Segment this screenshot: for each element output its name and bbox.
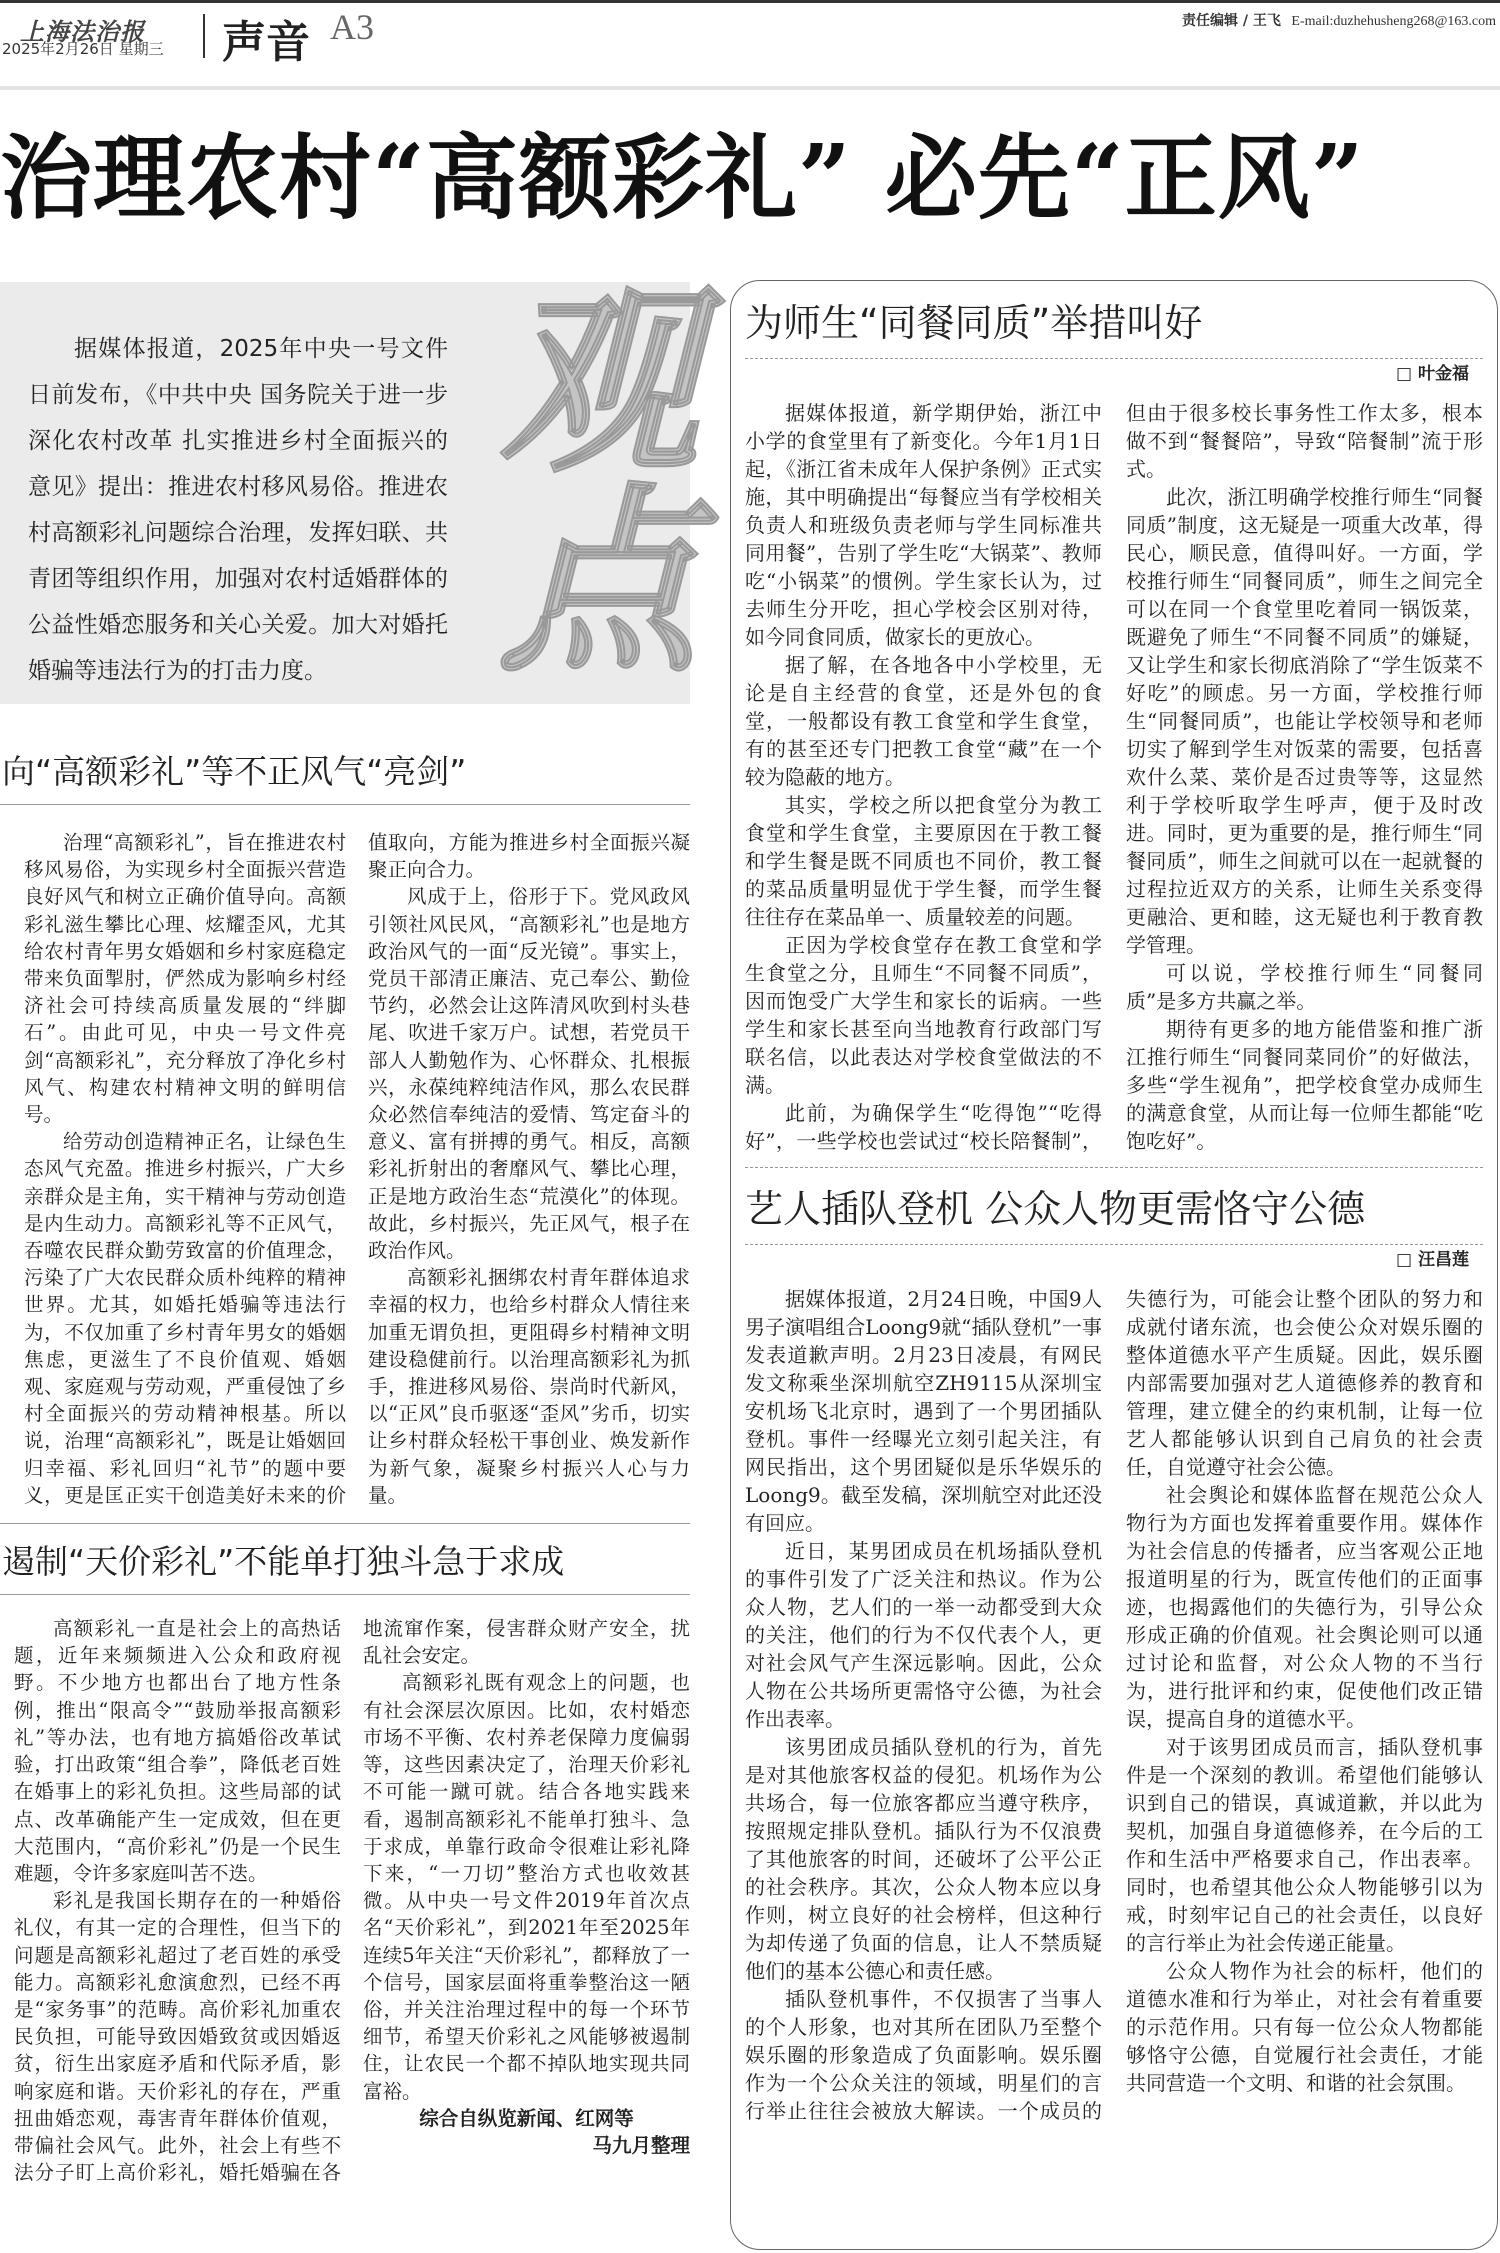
right-article-2-body <box>745 1285 1483 2125</box>
paragraph: 高额彩礼捆绑农村青年群体追求幸福的权力，也给乡村群众人情往来加重无谓负担，更阻碍乡村精神文明建设稳健前行。以治理高额彩礼为抓手，推进移风易俗、崇尚时代新风，以“正风”良币驱逐“歪风”劣币，切实让乡村群众轻松干事创业、焕发新作为新气象，凝聚乡村振兴人心与力量。 <box>368 1266 690 1507</box>
paragraph: 可以说，学校推行师生“同餐同质”是多方共赢之举。 <box>1126 961 1483 1013</box>
right-article-1-author: □ 叶金福 <box>1396 364 1469 384</box>
paragraph: 插队登机事件，不仅损害了当事人的个人形象，也对其所在团队乃至整个娱乐圈的形象造成了负面影响。娱乐圈作为一个公众关注的领域，明星们的言行举止往往会被放大解读。一个成员的失德行为，可能会让整个团队的努力和成就付诸东流，也会使公众对娱乐圈的整体道德水平产生质疑。因此，娱乐圈内部需要加强对艺人道德修养的教育和管理，建立健全的约束机制，让每一位艺人都能够认识到自己肩负的社会责任，自觉遵守社会公德。 <box>745 1287 1483 2123</box>
paragraph: 此次，浙江明确学校推行师生“同餐同质”制度，这无疑是一项重大改革，得民心，顺民意，值得叫好。一方面，学校推行师生“同餐同质”，师生之间完全可以在同一个食堂里吃着同一锅饭菜，既避免了师生“不同餐不同质”的嫌疑，又让学生和家长彻底消除了“学生饭菜不好吃”的顾虑。另一方面，学校推行师生“同餐同质”，也能让学校领导和老师切实了解到学生对饭菜的需要，包括喜欢什么菜、菜价是否过贵等等，这显然利于学校听取学生呼声，便于及时改进。同时，更为重要的是，推行师生“同餐同质”，师生之间就可以在一起就餐的过程拉近双方的关系，让师生关系变得更融洽、更和睦，这无疑也利于教育教学管理。 <box>1126 485 1483 957</box>
opinion-watermark: 观点 <box>465 276 700 676</box>
paragraph: 期待有更多的地方能借鉴和推广浙江推行师生“同餐同菜同价”的好做法，多些“学生视角”，把学校食堂办成师生的满意食堂，从而让每一位师生都能“吃饱吃好”。 <box>1126 1017 1483 1153</box>
divider <box>745 1244 1483 1245</box>
paragraph: 近日，某男团成员在机场插队登机的事件引发了广泛关注和热议。作为公众人物，艺人们的一举一动都受到大众的关注，他们的行为不仅代表个人，更对社会风气产生深远影响。因此，公众人物在公共场所更需恪守公德，为社会作出表率。 <box>745 1539 1102 1731</box>
left-article-1-body <box>24 829 690 1509</box>
source-credit: 综合自纵览新闻、红网等 <box>419 2106 634 2130</box>
editor-email: E-mail:duzhehusheng268@163.com <box>1291 14 1496 29</box>
divider <box>0 804 690 805</box>
paragraph: 该男团成员插队登机的行为，首先是对其他旅客权益的侵犯。机场作为公共场合，每一位旅客都应当遵守秩序，按照规定排队登机。插队行为不仅浪费了其他旅客的时间，还破坏了公平公正的社会秩序。其次，公众人物本应以身作则，树立良好的社会榜样，但这种行为却传递了负面的信息，让人不禁质疑他们的基本公德心和责任感。 <box>745 1735 1102 1983</box>
newspaper-logo: 上海法治报 <box>20 17 145 46</box>
paragraph: 公众人物作为社会的标杆，他们的道德水准和行为举止，对社会有着重要的示范作用。只有每一位公众人物都能够恪守公德，自觉履行社会责任，才能共同营造一个文明、和谐的社会氛围。 <box>1126 1959 1483 2095</box>
divider <box>0 1523 690 1524</box>
intro-text: 据媒体报道，2025年中央一号文件日前发布，《中共中央 国务院关于进一步深化农村改革 扎实推进乡村全面振兴的意见》提出：推进农村移风易俗。推进农村高额彩礼问题综合治理，发挥妇联、共青团等组织作用，加强对农村适婚群体的公益性婚恋服务和关心关爱。加大对婚托婚骗等违法行为的打击力度。 <box>28 336 448 684</box>
paragraph: 此前，为确保学生“吃得饱”“吃得好”，一些学校也尝试过“校长陪餐制”，但由于很多校长事务性工作太多，根本做不到“餐餐陪”，导致“陪餐制”流于形式。 <box>745 401 1483 1153</box>
section-name: 声音 <box>222 17 310 68</box>
intro-box <box>0 276 700 704</box>
right-article-2-title: 艺人插队登机 公众人物更需恪守公德 <box>745 1187 1366 1231</box>
header-rule <box>0 86 1500 90</box>
editor-label: 责任编辑 / 王飞 <box>1182 13 1281 29</box>
right-article-1-body <box>745 399 1483 1155</box>
page-number: A3 <box>330 7 374 47</box>
paragraph: 据媒体报道，2月24日晚，中国9人男子演唱组合Loong9就“插队登机”一事发表道歉声明。2月23日凌晨，有网民发文称乘坐深圳航空ZH9115从深圳宝安机场飞北京时，遇到了一个男团插队登机。事件一经曝光立刻引起关注，有网民指出，这个男团疑似是乐华娱乐的Loong9。截至发稿，深圳航空对此还没有回应。 <box>745 1287 1102 1535</box>
paragraph: 高额彩礼既有观念上的问题，也有社会深层次原因。比如，农村婚恋市场不平衡、农村养老保障力度偏弱等，这些因素决定了，治理天价彩礼不可能一蹴可就。结合各地实践来看，遏制高额彩礼不能单打独斗、急于求成，单靠行政命令很难让彩礼降下来，“一刀切”整治方式也收效甚微。从中央一号文件2019年首次点名“天价彩礼”，到2021年至2025年连续5年关注“天价彩礼”，都释放了一个信号，国家层面将重拳整治这一陋俗，并关注治理过程中的每一个环节细节，希望天价彩礼之风能够被遏制住，让农民一个都不掉队地实现共同富裕。 <box>363 1671 690 2103</box>
paragraph: 彩礼是我国长期存在的一种婚俗礼仪，有其一定的合理性，但当下的问题是高额彩礼超过了老百姓的承受能力。高额彩礼愈演愈烈，已经不再是“家务事”的范畴。高价彩礼加重农民负担，可能导致因婚致贫或因婚返贫，衍生出家庭矛盾和代际矛盾，影响家庭和谐。天价彩礼的存在，严重扭曲婚恋观，毒害青年群体价值观，带偏社会风气。此外，社会上有些不法分子盯上高价彩礼，婚托婚骗在各地流窜作案，侵害群众财产安全，扰乱社会安定。 <box>14 1617 690 2185</box>
paragraph: 据了解，在各地各中小学校里，无论是自主经营的食堂，还是外包的食堂，一般都设有教工食堂和学生食堂，有的甚至还专门把教工食堂“藏”在一个较为隐蔽的地方。 <box>745 653 1102 789</box>
paragraph: 社会舆论和媒体监督在规范公众人物行为方面也发挥着重要作用。媒体作为社会信息的传播者，应当客观公正地报道明星的行为，既宣传他们的正面事迹，也揭露他们的失德行为，引导公众形成正确的价值观。社会舆论则可以通过讨论和监督，对公众人物的不当行为，进行批评和约束，促使他们改正错误，提高自身的道德水平。 <box>1126 1483 1483 1731</box>
header-divider <box>203 14 205 58</box>
editor-info <box>1182 10 1496 30</box>
paragraph: 正因为学校食堂存在教工食堂和学生食堂之分，且师生“不同餐不同质”，因而饱受广大学生和家长的诟病。一些学生和家长甚至向当地教育行政部门写联名信，以此表达对学校食堂做法的不满。 <box>745 933 1102 1097</box>
right-article-1-title: 为师生“同餐同质”举措叫好 <box>745 301 1203 345</box>
paragraph: 给劳动创造精神正名，让绿色生态风气充盈。推进乡村振兴，广大乡亲群众是主角，实干精神与劳动创造是内生动力。高额彩礼等不正风气，吞噬农民群众勤劳致富的价值理念，污染了广大农民群众质朴纯粹的精神世界。尤其，如婚托婚骗等违法行为，不仅加重了乡村青年男女的婚姻焦虑，更滋生了不良价值观、婚姻观、家庭观与劳动观，严重侵蚀了乡村全面振兴的劳动精神根基。所以说，治理“高额彩礼”，既是让婚姻回归幸福、彩礼回归“礼节”的题中要义，更是匡正实干创造美好未来的价值取向，方能为推进乡村全面振兴凝聚正向合力。 <box>24 831 690 1507</box>
left-column <box>0 750 690 2186</box>
divider <box>0 1594 690 1595</box>
right-article-2-author: □ 汪昌莲 <box>1396 1250 1469 1270</box>
paragraph: 风成于上，俗形于下。党风政风引领社风民风，“高额彩礼”也是地方政治风气的一面“反光镜”。事实上，党员干部清正廉洁、克己奉公、勤俭节约，必然会让这阵清风吹到村头巷尾、吹进千家万户。试想，若党员干部人人勤勉作为、心怀群众、扎根振兴，永葆纯粹纯洁作风，那么农民群众必然信奉纯洁的爱情、笃定奋斗的意义、富有拼搏的勇气。相反，高额彩礼折射出的奢靡风气、攀比心理，正是地方政治生态“荒漠化”的体现。故此，乡村振兴，先正风气，根子在政治作风。 <box>368 885 690 1263</box>
right-column <box>745 298 1483 2125</box>
paragraph: 高额彩礼一直是社会上的高热话题，近年来频频进入公众和政府视野。不少地方也都出台了地方性条例，推出“限高令”“鼓励举报高额彩礼”等办法，也有地方搞婚俗改革试验，打出政策“组合拳”，降低老百姓在婚事上的彩礼负担。这些局部的试点、改革确能产生一定成效，但在更大范围内，“高价彩礼”仍是一个民生难题，令许多家庭叫苦不迭。 <box>14 1617 341 1885</box>
main-headline: 治理农村“高额彩礼” 必先“正风” <box>0 124 1365 232</box>
paragraph: 其实，学校之所以把食堂分为教工食堂和学生食堂，主要原因在于教工餐和学生餐是既不同质也不同价，教工餐的菜品质量明显优于学生餐，而学生餐往往存在菜品单一、质量较差的问题。 <box>745 793 1102 929</box>
issue-date: 2025年2月26日 星期三 <box>2 40 164 58</box>
paragraph: 据媒体报道，新学期伊始，浙江中小学的食堂里有了新变化。今年1月1日起，《浙江省未成年人保护条例》正式实施，其中明确提出“每餐应当有学校相关负责人和班级负责老师与学生同标准共同用餐”，告别了学生吃“大锅菜”、教师吃“小锅菜”的惯例。学生家长认为，过去师生分开吃，担心学校会区别对待，如今同食同质，做家长的更放心。 <box>745 401 1102 649</box>
paragraph: 治理“高额彩礼”，旨在推进农村移风易俗，为实现乡村全面振兴营造良好风气和树立正确价值导向。高额彩礼滋生攀比心理、炫耀歪风，尤其给农村青年男女婚姻和乡村家庭稳定带来负面掣肘，俨然成为影响乡村经济社会可持续高质量发展的“绊脚石”。由此可见，中央一号文件亮剑“高额彩礼”，充分释放了净化乡村风气、构建农村精神文明的鲜明信号。 <box>24 831 346 1127</box>
divider <box>745 1167 1483 1168</box>
left-article-2-title: 遏制“天价彩礼”不能单打独斗急于求成 <box>2 1542 565 1582</box>
compiler-credit: 马九月整理 <box>592 2133 690 2157</box>
paragraph: 对于该男团成员而言，插队登机事件是一个深刻的教训。希望他们能够认识到自己的错误，真诚道歉，并以此为契机，加强自身道德修养，在今后的工作和生活中严格要求自己，作出表率。同时，也希望其他公众人物能够引以为戒，时刻牢记自己的社会责任，以良好的言行举止为社会传递正能量。 <box>1126 1735 1483 1955</box>
left-article-1-title: 向“高额彩礼”等不正风气“亮剑” <box>2 752 467 791</box>
divider <box>745 358 1483 359</box>
left-article-2-body <box>14 1615 690 2186</box>
top-bar <box>0 0 1500 3</box>
